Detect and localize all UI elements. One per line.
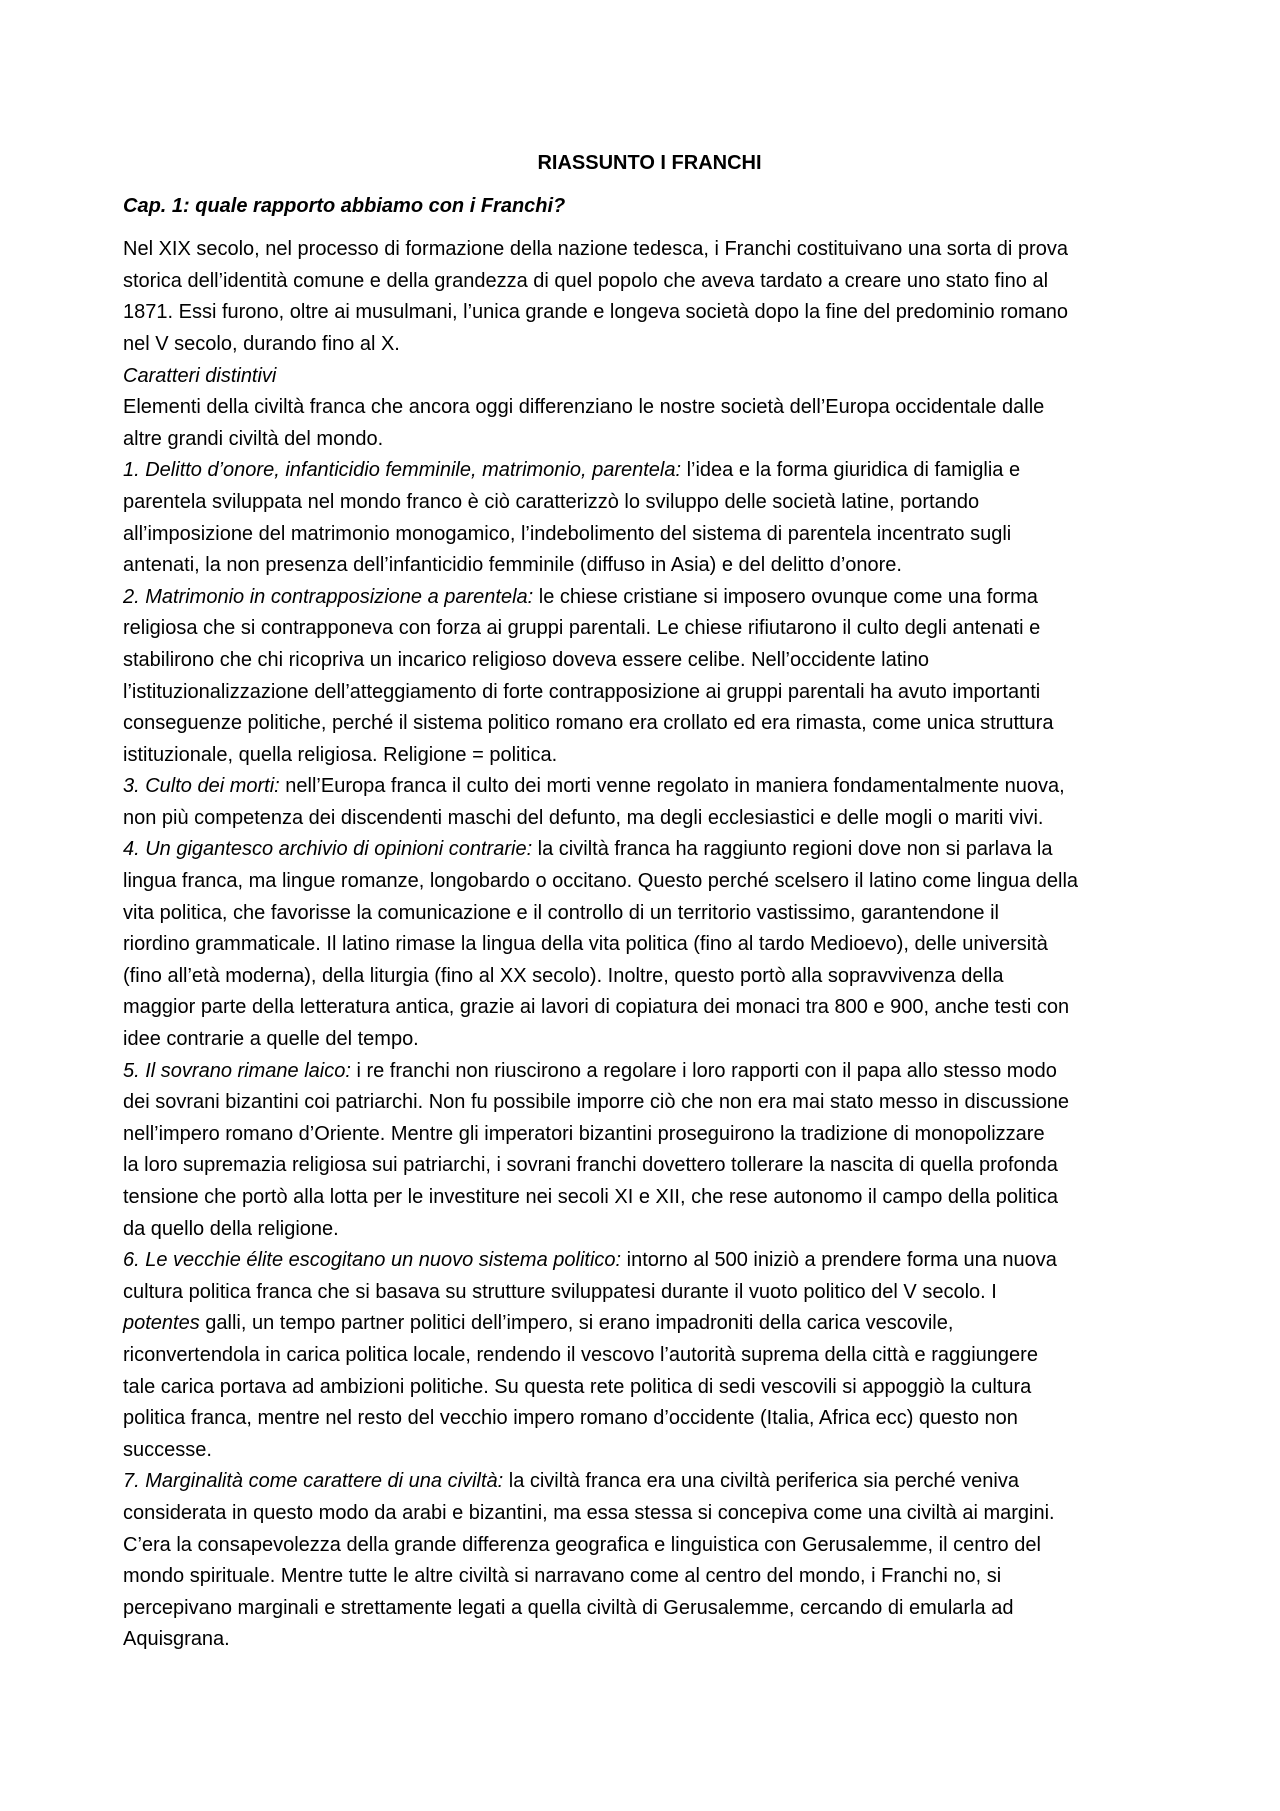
point-line: politica franca, mentre nel resto del vecchio impero romano d’occidente (Italia, Africa ecc) questo non (123, 1407, 1018, 1430)
intro-line: storica dell’identità comune e della grandezza di quel popolo che aveva tardato a creare uno stato fino al (123, 269, 1049, 292)
document-title: RIASSUNTO I FRANCHI (537, 152, 762, 174)
point-heading: 1. Delitto d’onore, infanticidio femminile, matrimonio, parentela: (123, 459, 682, 482)
point-line: nell’impero romano d’Oriente. Mentre gli imperatori bizantini proseguirono la tradizione di monopolizzare (123, 1122, 1045, 1145)
point-line: stabilirono che chi ricopriva un incarico religioso doveva essere celibe. Nell’occidente latino (123, 648, 929, 671)
point-line: successe. (123, 1438, 212, 1461)
point-first-line (123, 1245, 1168, 1277)
point-line: all’imposizione del matrimonio monogamico, l’indebolimento del sistema di parentela incentrato sugli (123, 522, 1012, 545)
point-heading: 2. Matrimonio in contrapposizione a parentela: (123, 585, 534, 608)
point-line: la loro supremazia religiosa sui patriarchi, i sovrani franchi dovettero tollerare la nascita di quella profonda (123, 1154, 1058, 1177)
latin-term: potentes (123, 1312, 200, 1335)
point-first-line (123, 834, 1168, 866)
point-line: riconvertendola in carica politica locale, rendendo il vescovo l’autorità suprema della città e raggiungere (123, 1343, 1038, 1366)
section-subheading (123, 361, 1168, 393)
point-line: da quello della religione. (123, 1217, 339, 1240)
point-first-line (123, 1056, 1168, 1088)
point-line: percepivano marginali e strettamente legati a quella civiltà di Gerusalemme, cercando di emularla ad (123, 1596, 1014, 1619)
point-line: tensione che portò alla lotta per le investiture nei secoli XI e XII, che rese autonomo il campo della politica (123, 1186, 1058, 1208)
point-line: mondo spirituale. Mentre tutte le altre civiltà si narravano come al centro del mondo, i Franchi no, si (123, 1565, 1002, 1588)
point-6 (123, 1245, 1168, 1466)
point-line: istituzionale, quella religiosa. Religione = politica. (123, 743, 558, 766)
intro-line: 1871. Essi furono, oltre ai musulmani, l’unica grande e longeva società dopo la fine del predominio romano (123, 301, 1069, 324)
point-line: dei sovrani bizantini coi patriarchi. Non fu possibile imporre ciò che non era mai stato messo in discussione (123, 1091, 1070, 1114)
point-heading: 7. Marginalità come carattere di una civiltà: (123, 1470, 504, 1493)
point-first-line (123, 771, 1168, 803)
point-line: parentela sviluppata nel mondo franco è ciò caratterizzò lo sviluppo delle società latine, portando (123, 490, 980, 513)
elements-intro-line: Elementi della civiltà franca che ancora oggi differenziano le nostre società dell’Europa occidentale dalle (123, 396, 1045, 419)
chapter-heading: Cap. 1: quale rapporto abbiamo con i Franchi? (123, 194, 566, 217)
point-line: vita politica, che favorisse la comunicazione e il controllo di un territorio vastissimo, garantendone il (123, 901, 999, 924)
subheading-text: Caratteri distintivi (123, 364, 277, 387)
point-text: intorno al 500 iniziò a prendere forma una nuova (621, 1249, 1057, 1272)
point-4 (123, 834, 1168, 1055)
point-text: nell’Europa franca il culto dei morti venne regolato in maniera fondamentalmente nuova, (279, 775, 1065, 798)
point-line: lingua franca, ma lingue romanze, longobardo o occitano. Questo perché scelsero il latino come lingua della (123, 870, 1079, 893)
point-line: idee contrarie a quelle del tempo. (123, 1028, 419, 1051)
point-heading: 6. Le vecchie élite escogitano un nuovo sistema politico: (123, 1249, 622, 1272)
point-line: l’istituzionalizzazione dell’atteggiamento di forte contrapposizione ai gruppi parentali ha avuto importanti (123, 680, 1041, 703)
point-line: cultura politica franca che si basava su strutture sviluppatesi durante il vuoto politico del V secolo. I (123, 1280, 997, 1303)
point-line: antenati, la non presenza dell’infanticidio femminile (diffuso in Asia) e del delitto d’onore. (123, 554, 902, 577)
point-2 (123, 582, 1168, 772)
point-line: maggior parte della letteratura antica, grazie ai lavori di copiatura dei monaci tra 800 e 900, anche testi con (123, 996, 1070, 1019)
point-heading: 5. Il sovrano rimane laico: (123, 1059, 351, 1082)
point-line: Aquisgrana. (123, 1628, 230, 1651)
intro-line: Nel XIX secolo, nel processo di formazione della nazione tedesca, i Franchi costituivano una sorta di prova (123, 238, 1068, 261)
point-line: (fino all’età moderna), della liturgia (fino al XX secolo). Inoltre, questo portò alla sopravvivenza della (123, 964, 1004, 987)
intro-line: nel V secolo, durando fino al X. (123, 332, 400, 355)
point-first-line (123, 455, 1168, 487)
point-line: tale carica portava ad ambizioni politiche. Su questa rete politica di sedi vescovili si appoggiò la cultura (123, 1375, 1032, 1398)
elements-intro-paragraph (123, 392, 1168, 455)
point-line (123, 1308, 1168, 1340)
point-heading: 3. Culto dei morti: (123, 775, 280, 798)
point-line: non più competenza dei discendenti maschi del defunto, ma degli ecclesiastici e delle mogli o mariti vivi. (123, 806, 1044, 829)
point-text: la civiltà franca era una civiltà periferica sia perché veniva (503, 1470, 1019, 1493)
point-7 (123, 1466, 1168, 1656)
point-line: riordino grammaticale. Il latino rimase la lingua della vita politica (fino al tardo Medioevo), delle università (123, 933, 1048, 956)
point-line: C’era la consapevolezza della grande differenza geografica e linguistica con Gerusalemme, il centro del (123, 1533, 1041, 1556)
point-line: conseguenze politiche, perché il sistema politico romano era crollato ed era rimasta, come unica struttura (123, 712, 1054, 735)
point-line: religiosa che si contrapponeva con forza ai gruppi parentali. Le chiese rifiutarono il culto degli antenati e (123, 617, 1041, 640)
document-page (123, 148, 1168, 1656)
point-text: i re franchi non riuscirono a regolare i loro rapporti con il papa allo stesso modo (350, 1059, 1057, 1082)
point-5 (123, 1056, 1168, 1246)
point-heading: 4. Un gigantesco archivio di opinioni contrarie: (123, 838, 533, 861)
point-text: galli, un tempo partner politici dell’impero, si erano impadroniti della carica vescovile, (199, 1312, 954, 1335)
elements-intro-line: altre grandi civiltà del mondo. (123, 427, 384, 450)
point-3 (123, 771, 1168, 834)
point-first-line (123, 582, 1168, 614)
point-line: considerata in questo modo da arabi e bizantini, ma essa stessa si concepiva come una civiltà ai margini. (123, 1501, 1055, 1524)
point-text: le chiese cristiane si imposero ovunque come una forma (533, 585, 1038, 608)
point-first-line (123, 1466, 1168, 1498)
point-1 (123, 455, 1168, 581)
intro-paragraph (123, 234, 1168, 360)
point-text: l’idea e la forma giuridica di famiglia e (681, 459, 1021, 482)
point-text: la civiltà franca ha raggiunto regioni dove non si parlava la (532, 838, 1053, 861)
